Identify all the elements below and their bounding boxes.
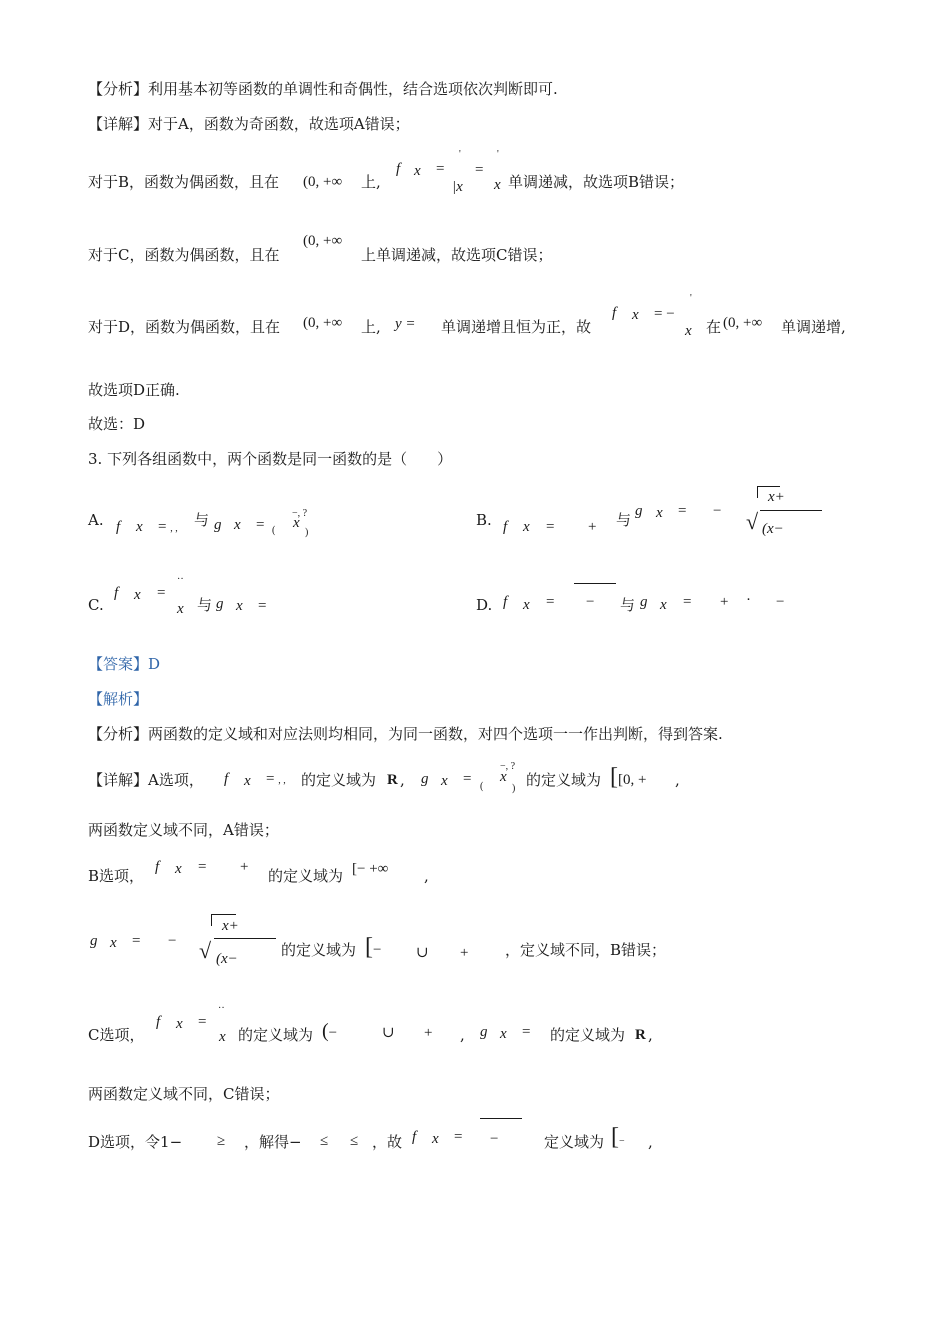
domain-is-2: 的定义域为 [526,771,602,789]
detail3-d-so: ，故 [372,1133,403,1151]
detail-a-line: 【详解】对于A，函数为奇函数，故选项A错误； [88,115,410,133]
domain-is-4: 的定义域为 [281,941,357,959]
option-a-with: 与 [194,511,210,529]
option-d-label: D. [476,596,493,614]
domain-is-1: 的定义域为 [301,771,377,789]
b-suffix: 单调递减，故选项B错误； [508,173,685,191]
analysis3-line: 【分析】两函数的定义域和对应法则均相同，为同一函数，对四个选项一一作出判断，得到答案. [88,725,723,743]
domain-is-6: 的定义域为 [550,1026,626,1044]
b-on: 上, [361,173,381,191]
d-mid: 单调递增且恒为正，故 [441,318,592,336]
detail3-c-conclusion: 两函数定义域不同，C错误； [88,1085,280,1103]
detail3-d-domain: 定义域为 [544,1133,605,1151]
option-b-with: 与 [616,511,632,529]
c-prefix: 对于C，函数为偶函数，且在 [88,246,280,264]
detail3-d-solve: ，解得− [244,1133,302,1151]
detail3-b-prefix: B选项， [88,867,145,885]
analysis-line: 【分析】利用基本初等函数的单调性和奇偶性，结合选项依次判断即可. [88,80,558,98]
b-interval: (0, +∞ [303,174,343,190]
d-suffix: 单调递增, [781,318,846,336]
option-d-with: 与 [620,596,636,614]
domain-a2: [[0, + [610,764,647,790]
d-y-expression: y = [395,316,416,332]
option-c-label: C. [88,596,104,614]
domain-is-3: 的定义域为 [268,867,344,885]
d-on: 上, [361,318,381,336]
d-in: 在 [706,318,722,336]
conclusion-line: 故选项D正确. [88,381,180,399]
option-b-label: B. [476,511,492,529]
choice-line: 故选：D [88,415,146,433]
detail3-a-conclusion: 两函数定义域不同，A错误； [88,821,279,839]
d-interval: (0, +∞ [303,315,343,331]
domain-R-1: R [387,772,398,788]
answer-label: 【答案】D [88,655,161,673]
d-prefix: 对于D，函数为偶函数，且在 [88,318,281,336]
detail3-c-prefix: C选项， [88,1026,145,1044]
c-suffix: 上单调递减，故选项C错误； [361,246,553,264]
analysis-label: 【解析】 [88,690,149,708]
option-a-label: A. [88,511,104,529]
domain-b1: [− +∞ [352,861,389,877]
b-prefix: 对于B，函数为偶函数，且在 [88,173,280,191]
question3-stem: 3. 下列各组函数中，两个函数是同一函数的是（ ） [88,450,453,468]
detail3-d-prefix: D选项，令1− [88,1133,183,1151]
option-c-with: 与 [197,596,213,614]
domain-is-5: 的定义域为 [238,1026,314,1044]
c-interval: (0, +∞ [303,233,343,249]
detail3-a-prefix: 【详解】A选项， [88,771,204,789]
domain-R-2: R [635,1027,646,1043]
detail3-b-suffix: ，定义域不同，B错误； [505,941,667,959]
d-interval2: (0, +∞ [723,315,763,331]
